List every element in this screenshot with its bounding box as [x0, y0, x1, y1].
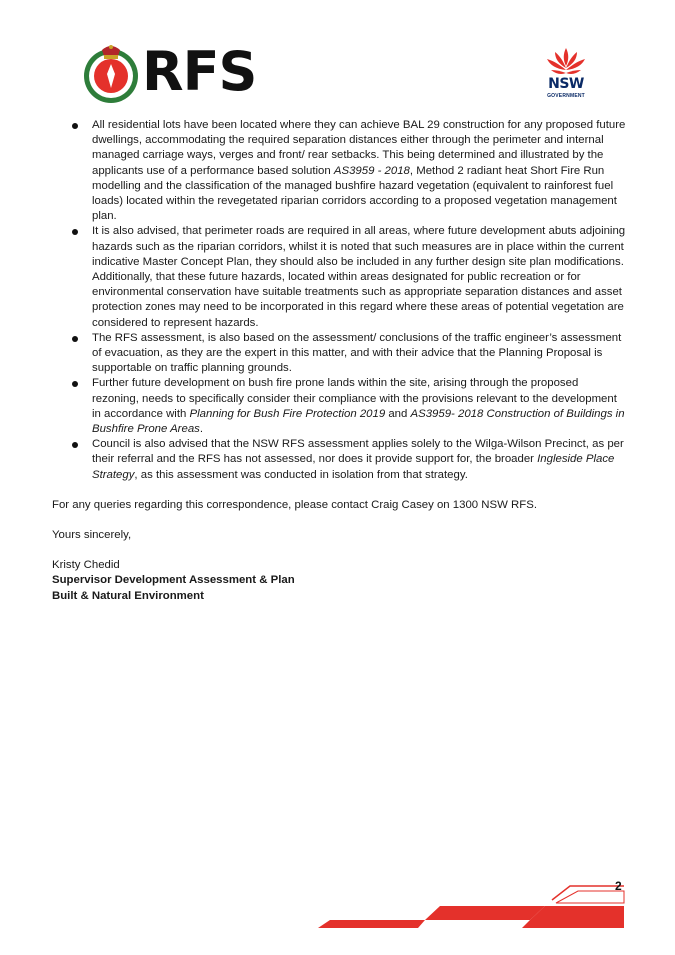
bullet-icon [72, 442, 78, 448]
signatory-name: Kristy Chedid [52, 559, 120, 572]
page-number: 2 [615, 879, 622, 893]
bullet-text-italic-run: Planning for Bush Fire Protection 2019 [189, 407, 386, 420]
waratah-icon [541, 46, 591, 76]
bullet-text [92, 119, 625, 222]
bullet-text [92, 377, 625, 435]
bullet-item [52, 376, 627, 437]
footer-outline-mid [556, 891, 624, 903]
footer-stripe-lower [318, 920, 425, 928]
bullet-text [92, 332, 621, 374]
footer-outline-top [552, 886, 624, 900]
signatory-department: Built & Natural Environment [52, 589, 204, 602]
bullet-text-run: Council is also advised that the NSW RFS assessment applies solely to the Wilga-Wilson Precinct, as per their referral and the RFS has not assessed, nor does it provide support for, the broader [92, 438, 624, 466]
bullet-text-run: The RFS assessment, is also based on the assessment/ conclusions of the traffic engineer’s assessment of evacuation, as they are the expert in this matter, and with their advice that the Planning Proposal is supportable on traffic planning grounds. [92, 331, 622, 375]
bullet-text-run: Further future development on bush fire prone lands within the site, arising through the proposed rezoning, needs to specifically consider their compliance with the provisions relevant to the development in accordance with [92, 377, 617, 420]
bullet-text-run: All residential lots have been located where they can achieve BAL 29 construction for any proposed future dwellings, accommodating the required separation distances either through the perimeter and internal managed carriage ways, verges and front/ rear setbacks. This being determined and illustrated by the applicants use of a performance based solution [92, 119, 626, 177]
bullet-item [52, 224, 627, 330]
nsw-logo-text: NSW [548, 76, 584, 92]
bullet-text [92, 438, 624, 480]
nsw-logo-subtext: GOVERNMENT [547, 93, 585, 99]
bullet-text-italic-run: Ingleside Place Strategy [92, 453, 615, 481]
advice-bullet-list [52, 118, 627, 483]
bullet-text-run: and [385, 407, 411, 420]
bullet-icon [72, 229, 78, 235]
nsw-government-logo [541, 46, 591, 104]
bullet-text-run: It is also advised, that perimeter roads are required in all areas, where future development abuts adjoining hazards such as the riparian corridors, whilst it is noted that such measures are in place within the current indicative Master Concept Plan, they should also be included in any further design site plan modifications. Additionally, that these future hazards, located within areas designated for public recreation or for environmental conservation have suitable treatments such as appropriate separation distances and asset protection zones may need to be incorporated in this regard where these areas of potential vegetation are considered to represent hazards. [92, 225, 626, 329]
signature-block [52, 558, 627, 604]
letter-body [52, 118, 627, 604]
bullet-icon [72, 123, 78, 129]
signatory-title: Supervisor Development Assessment & Plan [52, 574, 295, 587]
queries-paragraph: For any queries regarding this correspondence, please contact Craig Casey on 1300 NSW RFS. [52, 498, 537, 511]
closing-salutation: Yours sincerely, [52, 529, 132, 542]
bullet-text [92, 225, 625, 328]
footer-stripe-right [522, 906, 624, 928]
bullet-item [52, 118, 627, 224]
bullet-item [52, 331, 627, 377]
bullet-icon [72, 336, 78, 342]
bullet-text-run: . [199, 423, 204, 436]
footer-stripe-mid [425, 906, 545, 920]
rfs-logo [82, 40, 262, 104]
rfs-crest-icon [82, 40, 140, 104]
bullet-text-run: , as this assessment was conducted in isolation from that strategy. [134, 468, 468, 481]
rfs-logo-text: RFS [142, 40, 257, 103]
bullet-text-italic-run: AS3959 - 2018 [333, 164, 410, 177]
bullet-text-italic-run: AS3959- 2018 Construction of Buildings in Bushfire Prone Areas [92, 407, 625, 436]
bullet-icon [72, 381, 78, 387]
bullet-text-run: , Method 2 radiant heat Short Fire Run modelling and the classification of the managed bushfire hazard vegetation (equivalent to rainforest fuel loads) located within the revegetated riparian corridors according to a proposed vegetation management plan. [92, 164, 617, 223]
bullet-item [52, 437, 627, 483]
